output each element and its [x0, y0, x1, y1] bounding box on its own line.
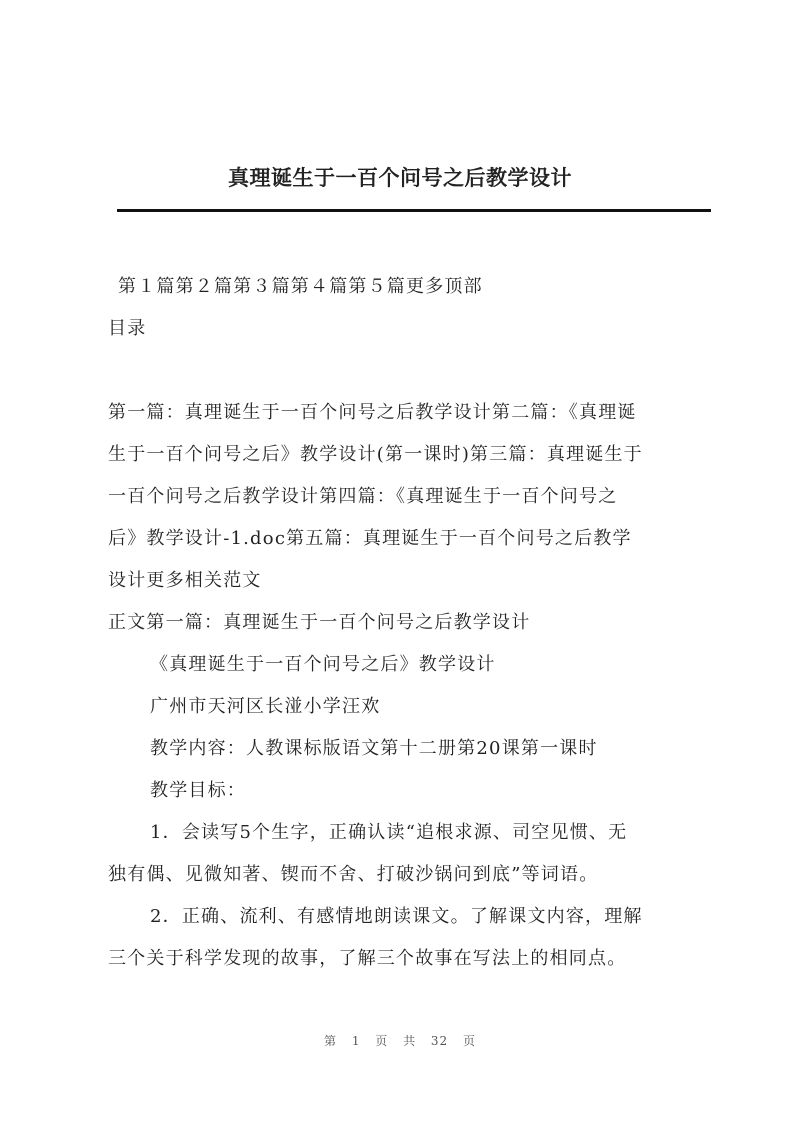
toc-line: 生于一百个问号之后》教学设计(第一课时)第三篇：真理诞生于 — [108, 444, 643, 465]
toc-heading: 目录 — [108, 318, 147, 339]
goal-1-line: 独有偶、见微知著、锲而不舍、打破沙锅问到底”等词语。 — [108, 864, 599, 885]
toc-line: 后》教学设计-1.doc第五篇：真理诞生于一百个问号之后教学 — [108, 528, 632, 549]
document-title: 真理诞生于一百个问号之后教学设计 — [228, 165, 572, 190]
content-line: 教学内容：人教课标版语文第十二册第20课第一课时 — [150, 738, 598, 759]
toc-line: 设计更多相关范文 — [108, 570, 262, 591]
goal-2-line: 三个关于科学发现的故事，了解三个故事在写法上的相同点。 — [108, 948, 627, 969]
page-footer: 第 1 页 共 32 页 — [324, 1034, 476, 1048]
title-divider — [117, 209, 711, 212]
goals-label: 教学目标： — [150, 780, 246, 801]
toc-line: 第一篇：真理诞生于一百个问号之后教学设计第二篇：《真理诞 — [108, 402, 637, 423]
author-line: 广州市天河区长湴小学汪欢 — [150, 696, 381, 717]
nav-links[interactable]: 第１篇第２篇第３篇第４篇第５篇更多顶部 — [118, 276, 483, 297]
goal-1-line: 1．会读写5个生字，正确认读“追根求源、司空见惯、无 — [150, 822, 628, 843]
toc-line: 一百个问号之后教学设计第四篇：《真理诞生于一百个问号之 — [108, 486, 618, 507]
lesson-title: 《真理诞生于一百个问号之后》教学设计 — [150, 654, 496, 675]
body-heading: 正文第一篇：真理诞生于一百个问号之后教学设计 — [108, 612, 531, 633]
goal-2-line: 2．正确、流利、有感情地朗读课文。了解课文内容，理解 — [150, 906, 643, 927]
